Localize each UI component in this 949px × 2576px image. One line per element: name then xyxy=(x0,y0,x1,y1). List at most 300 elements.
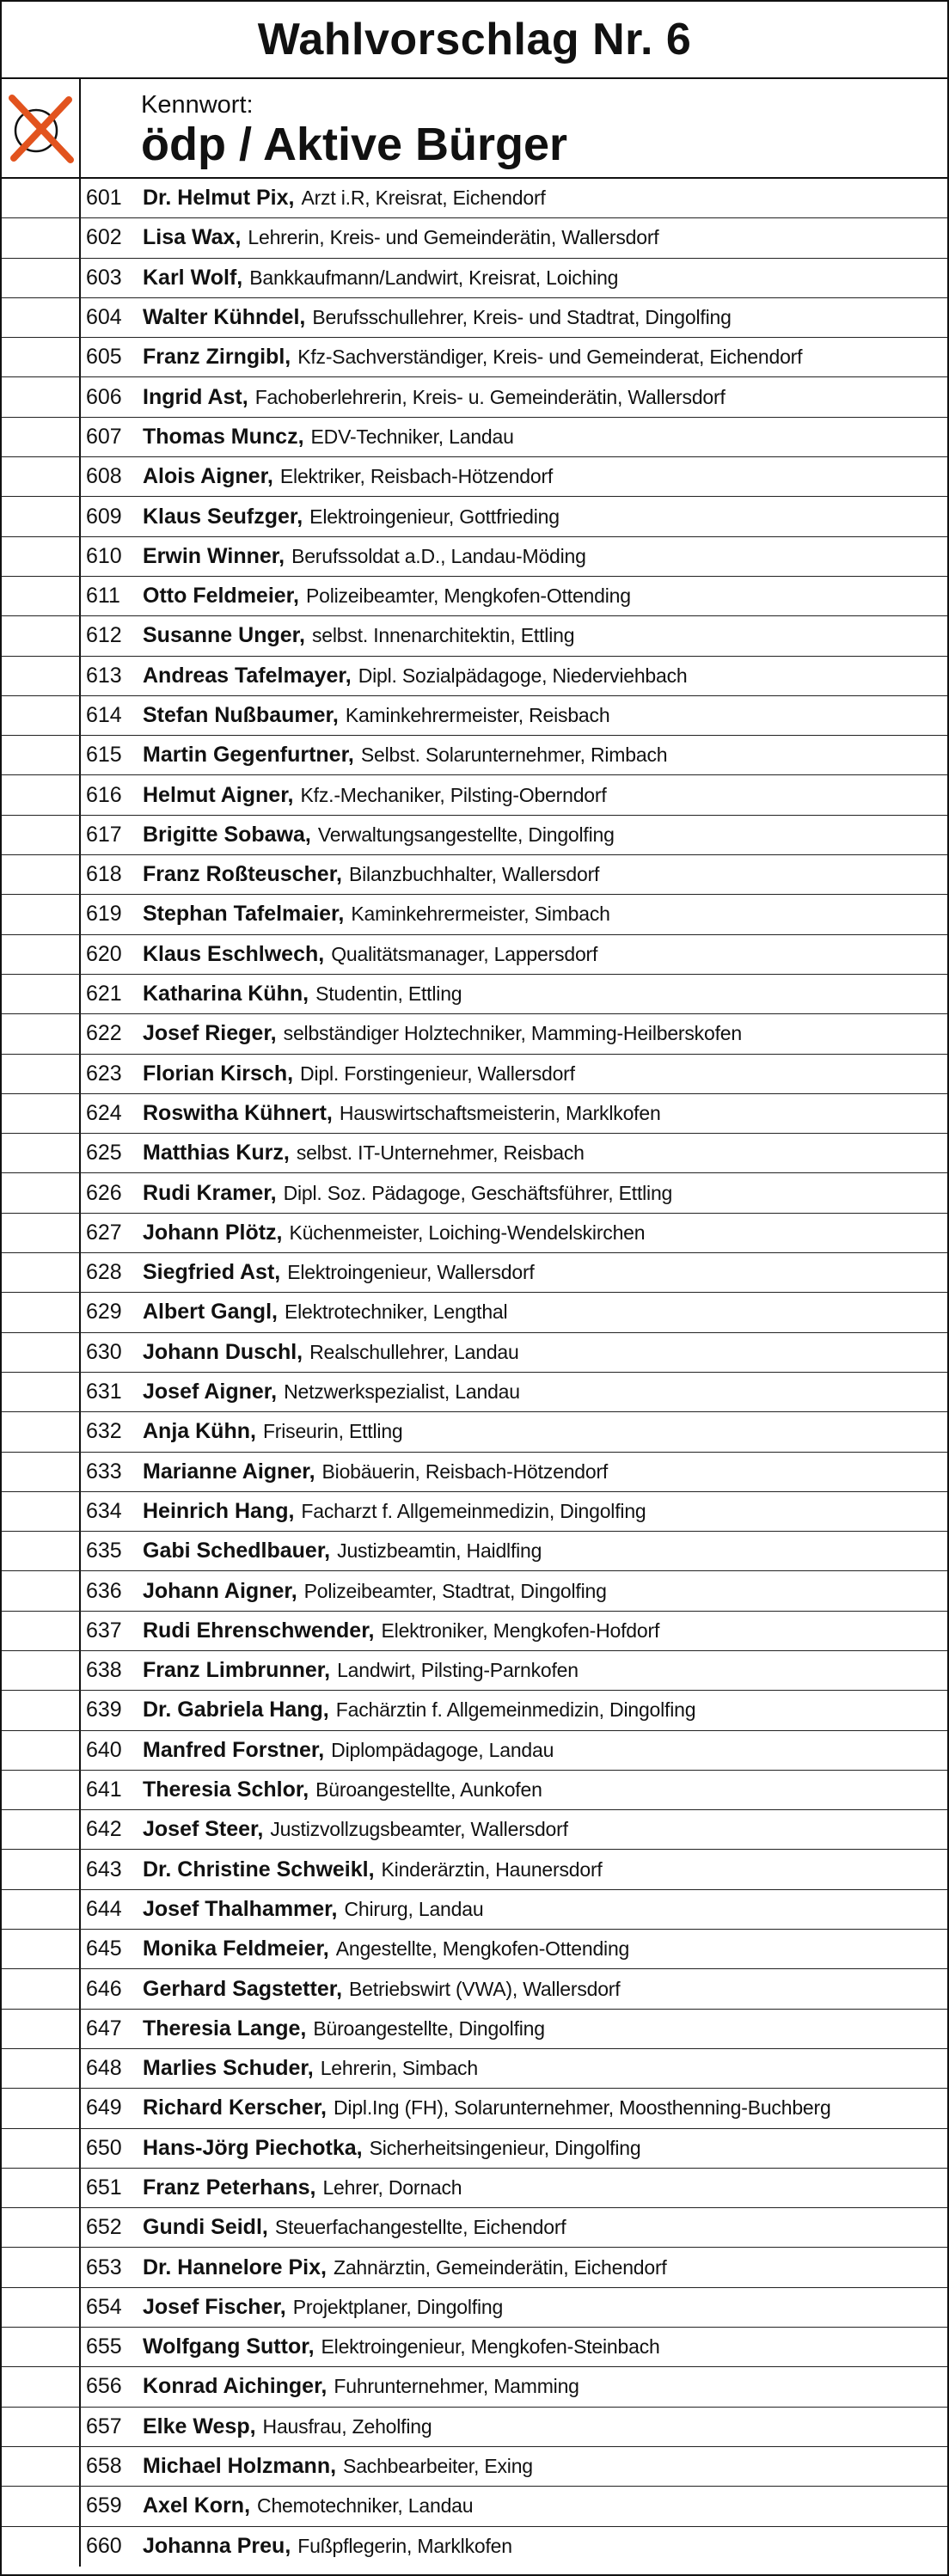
candidate-name: Monika Feldmeier, xyxy=(143,1937,329,1961)
candidate-description: Dipl.Ing (FH), Solarunternehmer, Moosthenning-Buchberg xyxy=(334,2096,831,2120)
candidate-row xyxy=(2,2288,947,2328)
candidate-vote-box[interactable] xyxy=(2,696,81,735)
candidate-entry xyxy=(81,377,947,416)
candidate-row xyxy=(2,1214,947,1253)
candidate-description: Netzwerkspezialist, Landau xyxy=(284,1380,520,1404)
candidate-name: Franz Limbrunner, xyxy=(143,1658,331,1683)
candidate-entry xyxy=(81,2049,947,2088)
candidate-description: Fachärztin f. Allgemeinmedizin, Dingolfing xyxy=(335,1698,696,1722)
candidate-entry xyxy=(81,816,947,854)
candidate-row xyxy=(2,657,947,696)
candidate-row xyxy=(2,935,947,975)
candidate-description: Berufssoldat a.D., Landau-Möding xyxy=(291,544,586,567)
candidate-number: 639 xyxy=(86,1698,122,1722)
candidate-description: Fuhrunternehmer, Mamming xyxy=(334,2375,579,2398)
candidate-number: 629 xyxy=(86,1300,122,1325)
candidate-vote-box[interactable] xyxy=(2,2010,81,2048)
candidate-row xyxy=(2,2328,947,2367)
candidate-row xyxy=(2,2367,947,2407)
party-header xyxy=(2,79,947,179)
candidate-vote-box[interactable] xyxy=(2,537,81,576)
candidate-name: Heinrich Hang, xyxy=(143,1498,295,1523)
candidate-entry xyxy=(81,1969,947,2008)
candidate-row xyxy=(2,1691,947,1730)
candidate-name: Katharina Kühn, xyxy=(143,982,309,1007)
candidate-vote-box[interactable] xyxy=(2,775,81,814)
candidate-entry xyxy=(81,2447,947,2486)
candidate-vote-box[interactable] xyxy=(2,816,81,854)
candidate-row xyxy=(2,1651,947,1691)
candidate-description: EDV-Techniker, Landau xyxy=(310,425,514,448)
candidate-number: 631 xyxy=(86,1380,122,1404)
candidate-vote-box[interactable] xyxy=(2,1850,81,1888)
candidate-entry xyxy=(81,1691,947,1729)
candidate-number: 620 xyxy=(86,941,122,966)
candidate-vote-box[interactable] xyxy=(2,1651,81,1690)
candidate-row xyxy=(2,418,947,457)
candidate-description: Polizeibeamter, Stadtrat, Dingolfing xyxy=(303,1579,607,1602)
candidate-entry xyxy=(81,2248,947,2286)
candidate-description: Lehrer, Dornach xyxy=(322,2175,462,2199)
candidate-row xyxy=(2,1969,947,2009)
candidate-number: 608 xyxy=(86,464,122,489)
candidate-row xyxy=(2,1055,947,1094)
candidate-entry xyxy=(81,338,947,376)
candidate-list xyxy=(2,179,947,2567)
candidate-vote-box[interactable] xyxy=(2,497,81,535)
candidate-vote-box[interactable] xyxy=(2,1173,81,1212)
candidate-vote-box[interactable] xyxy=(2,577,81,615)
candidate-number: 648 xyxy=(86,2056,122,2081)
candidate-vote-box[interactable] xyxy=(2,338,81,376)
candidate-name: Johann Aigner, xyxy=(143,1578,297,1603)
candidate-description: Fachoberlehrerin, Kreis- u. Gemeinderätin, Wallersdorf xyxy=(254,385,726,408)
candidate-row xyxy=(2,1373,947,1412)
candidate-vote-box[interactable] xyxy=(2,2129,81,2168)
candidate-row xyxy=(2,338,947,377)
candidate-vote-box[interactable] xyxy=(2,2208,81,2247)
candidate-entry xyxy=(81,298,947,337)
candidate-row xyxy=(2,1930,947,1969)
candidate-vote-box[interactable] xyxy=(2,298,81,337)
candidate-vote-box[interactable] xyxy=(2,1134,81,1172)
candidate-entry xyxy=(81,1612,947,1650)
candidate-vote-box[interactable] xyxy=(2,2487,81,2525)
candidate-description: Steuerfachangestellte, Eichendorf xyxy=(274,2216,566,2239)
candidate-row xyxy=(2,975,947,1014)
candidate-number: 638 xyxy=(86,1658,122,1683)
candidate-row xyxy=(2,259,947,298)
candidate-description: selbst. IT-Unternehmer, Reisbach xyxy=(296,1141,585,1165)
candidate-description: Dipl. Forstingenieur, Wallersdorf xyxy=(300,1062,575,1085)
candidate-vote-box[interactable] xyxy=(2,1014,81,1053)
candidate-description: Verwaltungsangestellte, Dingolfing xyxy=(317,823,615,846)
candidate-entry xyxy=(81,1651,947,1690)
candidate-number: 637 xyxy=(86,1618,122,1643)
candidate-row xyxy=(2,616,947,656)
candidate-entry xyxy=(81,736,947,774)
candidate-entry xyxy=(81,616,947,655)
candidate-number: 609 xyxy=(86,504,122,529)
candidate-description: Sachbearbeiter, Exing xyxy=(343,2455,533,2478)
candidate-entry xyxy=(81,2129,947,2168)
candidate-entry xyxy=(81,457,947,496)
candidate-vote-box[interactable] xyxy=(2,1492,81,1531)
candidate-description: Justizbeamtin, Haidlfing xyxy=(337,1539,542,1563)
candidate-entry xyxy=(81,1731,947,1770)
candidate-vote-box[interactable] xyxy=(2,1532,81,1570)
candidate-row xyxy=(2,537,947,577)
candidate-number: 650 xyxy=(86,2135,122,2160)
candidate-number: 659 xyxy=(86,2493,122,2518)
candidate-number: 658 xyxy=(86,2454,122,2479)
candidate-entry xyxy=(81,418,947,456)
candidate-row xyxy=(2,298,947,338)
candidate-description: Selbst. Solarunternehmer, Rimbach xyxy=(360,743,668,767)
candidate-number: 656 xyxy=(86,2374,122,2399)
candidate-name: Hans-Jörg Piechotka, xyxy=(143,2135,363,2160)
candidate-row xyxy=(2,1134,947,1173)
candidate-entry xyxy=(81,1055,947,1093)
candidate-name: Dr. Christine Schweikl, xyxy=(143,1857,375,1882)
candidate-number: 660 xyxy=(86,2534,122,2559)
candidate-entry xyxy=(81,1453,947,1491)
candidate-name: Stefan Nußbaumer, xyxy=(143,703,339,727)
candidate-vote-box[interactable] xyxy=(2,1214,81,1252)
candidate-entry xyxy=(81,975,947,1013)
candidate-vote-box[interactable] xyxy=(2,1293,81,1331)
candidate-name: Josef Steer, xyxy=(143,1817,264,1842)
candidate-number: 632 xyxy=(86,1419,122,1444)
candidate-description: Elektroingenieur, Mengkofen-Steinbach xyxy=(321,2335,660,2359)
candidate-description: Zahnärztin, Gemeinderätin, Eichendorf xyxy=(333,2255,667,2279)
candidate-vote-box[interactable] xyxy=(2,975,81,1013)
candidate-number: 649 xyxy=(86,2096,122,2120)
candidate-number: 601 xyxy=(86,186,122,211)
candidate-description: Friseurin, Ettling xyxy=(262,1420,403,1443)
candidate-number: 643 xyxy=(86,1857,122,1882)
candidate-row xyxy=(2,2447,947,2487)
candidate-description: Angestellte, Mengkofen-Ottending xyxy=(335,1937,630,1961)
candidate-entry xyxy=(81,537,947,576)
candidate-row xyxy=(2,1571,947,1611)
candidate-vote-box[interactable] xyxy=(2,1731,81,1770)
candidate-vote-box[interactable] xyxy=(2,2527,81,2567)
candidate-description: Justizvollzugsbeamter, Wallersdorf xyxy=(270,1818,568,1841)
candidate-number: 604 xyxy=(86,305,122,330)
candidate-number: 628 xyxy=(86,1260,122,1285)
candidate-vote-box[interactable] xyxy=(2,895,81,933)
candidate-description: Kaminkehrermeister, Simbach xyxy=(351,903,610,926)
candidate-row xyxy=(2,2527,947,2567)
candidate-description: Hausfrau, Zeholfing xyxy=(262,2414,432,2438)
candidate-vote-box[interactable] xyxy=(2,1890,81,1929)
candidate-description: Chirurg, Landau xyxy=(344,1897,484,1920)
candidate-number: 636 xyxy=(86,1578,122,1603)
candidate-name: Dr. Gabriela Hang, xyxy=(143,1698,329,1722)
candidate-vote-box[interactable] xyxy=(2,1055,81,1093)
candidate-vote-box[interactable] xyxy=(2,2049,81,2088)
candidate-vote-box[interactable] xyxy=(2,2408,81,2446)
candidate-number: 653 xyxy=(86,2255,122,2279)
candidate-name: Marianne Aigner, xyxy=(143,1459,315,1484)
candidate-number: 615 xyxy=(86,743,122,768)
candidate-vote-box[interactable] xyxy=(2,1771,81,1809)
candidate-description: Elektroingenieur, Gottfrieding xyxy=(309,505,560,528)
candidate-vote-box[interactable] xyxy=(2,1810,81,1849)
candidate-name: Franz Roßteuscher, xyxy=(143,862,342,887)
candidate-entry xyxy=(81,1333,947,1372)
candidate-vote-box[interactable] xyxy=(2,179,81,217)
candidate-vote-box[interactable] xyxy=(2,1333,81,1372)
candidate-vote-box[interactable] xyxy=(2,377,81,416)
candidate-row xyxy=(2,1810,947,1850)
candidate-description: Qualitätsmanager, Lappersdorf xyxy=(331,942,598,965)
candidate-entry xyxy=(81,1014,947,1053)
candidate-name: Susanne Unger, xyxy=(143,623,305,648)
candidate-row xyxy=(2,1731,947,1771)
candidate-row xyxy=(2,1612,947,1651)
candidate-number: 652 xyxy=(86,2215,122,2240)
candidate-name: Otto Feldmeier, xyxy=(143,584,299,609)
candidate-row xyxy=(2,497,947,536)
candidate-entry xyxy=(81,657,947,695)
candidate-name: Elke Wesp, xyxy=(143,2414,256,2438)
candidate-vote-box[interactable] xyxy=(2,1930,81,1968)
candidate-entry xyxy=(81,855,947,894)
candidate-number: 602 xyxy=(86,225,122,250)
candidate-description: Büroangestellte, Dingolfing xyxy=(313,2016,545,2040)
candidate-vote-box[interactable] xyxy=(2,1253,81,1292)
candidate-number: 612 xyxy=(86,623,122,648)
candidate-name: Josef Thalhammer, xyxy=(143,1896,338,1921)
candidate-number: 651 xyxy=(86,2175,122,2200)
party-info xyxy=(81,79,947,177)
candidate-entry xyxy=(81,497,947,535)
candidate-name: Johann Duschl, xyxy=(143,1339,303,1364)
candidate-vote-box[interactable] xyxy=(2,657,81,695)
candidate-vote-box[interactable] xyxy=(2,855,81,894)
candidate-name: Thomas Muncz, xyxy=(143,424,304,449)
candidate-vote-box[interactable] xyxy=(2,2089,81,2127)
candidate-name: Gerhard Sagstetter, xyxy=(143,1976,343,2001)
candidate-description: Betriebswirt (VWA), Wallersdorf xyxy=(349,1977,621,2000)
candidate-name: Theresia Schlor, xyxy=(143,1778,309,1802)
candidate-entry xyxy=(81,1094,947,1133)
candidate-entry xyxy=(81,1293,947,1331)
candidate-name: Johanna Preu, xyxy=(143,2534,291,2559)
candidate-description: Studentin, Ettling xyxy=(315,982,462,1006)
candidate-row xyxy=(2,2129,947,2169)
candidate-number: 621 xyxy=(86,982,122,1007)
candidate-vote-box[interactable] xyxy=(2,736,81,774)
candidate-row xyxy=(2,895,947,934)
candidate-description: Fußpflegerin, Marklkofen xyxy=(297,2535,512,2558)
candidate-row xyxy=(2,2248,947,2287)
candidate-vote-box[interactable] xyxy=(2,2328,81,2366)
candidate-description: Landwirt, Pilsting-Parnkofen xyxy=(337,1659,579,1682)
candidate-name: Axel Korn, xyxy=(143,2493,251,2518)
candidate-row xyxy=(2,1094,947,1134)
candidate-entry xyxy=(81,895,947,933)
candidate-vote-box[interactable] xyxy=(2,2447,81,2486)
candidate-name: Johann Plötz, xyxy=(143,1220,283,1245)
candidate-entry xyxy=(81,2169,947,2207)
candidate-name: Brigitte Sobawa, xyxy=(143,822,311,847)
candidate-entry xyxy=(81,2010,947,2048)
candidate-vote-box[interactable] xyxy=(2,1412,81,1451)
candidate-entry xyxy=(81,1373,947,1411)
candidate-number: 606 xyxy=(86,384,122,409)
candidate-description: Sicherheitsingenieur, Dingolfing xyxy=(369,2136,641,2159)
candidate-name: Gabi Schedlbauer, xyxy=(143,1539,331,1563)
candidate-vote-box[interactable] xyxy=(2,1571,81,1610)
candidate-row xyxy=(2,2169,947,2208)
candidate-name: Ingrid Ast, xyxy=(143,384,248,409)
candidate-row xyxy=(2,775,947,815)
candidate-row xyxy=(2,736,947,775)
candidate-entry xyxy=(81,2328,947,2366)
candidate-row xyxy=(2,457,947,497)
candidate-name: Walter Kühndel, xyxy=(143,305,306,330)
candidate-name: Gundi Seidl, xyxy=(143,2215,268,2240)
candidate-entry xyxy=(81,2527,947,2567)
party-vote-box[interactable] xyxy=(2,79,81,177)
candidate-number: 603 xyxy=(86,265,122,290)
candidate-entry xyxy=(81,1412,947,1451)
candidate-description: Lehrerin, Kreis- und Gemeinderätin, Wallersdorf xyxy=(248,226,659,249)
candidate-number: 657 xyxy=(86,2414,122,2438)
candidate-name: Dr. Helmut Pix, xyxy=(143,186,295,211)
candidate-entry xyxy=(81,1214,947,1252)
candidate-row xyxy=(2,2208,947,2248)
candidate-number: 607 xyxy=(86,424,122,449)
candidate-description: Facharzt f. Allgemeinmedizin, Dingolfing xyxy=(301,1499,646,1522)
candidate-vote-box[interactable] xyxy=(2,616,81,655)
candidate-name: Wolfgang Suttor, xyxy=(143,2334,315,2359)
candidate-name: Siegfried Ast, xyxy=(143,1260,281,1285)
candidate-row xyxy=(2,1412,947,1452)
candidate-number: 641 xyxy=(86,1778,122,1802)
candidate-name: Karl Wolf, xyxy=(143,265,243,290)
candidate-number: 642 xyxy=(86,1817,122,1842)
candidate-vote-box[interactable] xyxy=(2,1969,81,2008)
candidate-row xyxy=(2,1253,947,1293)
candidate-vote-box[interactable] xyxy=(2,1373,81,1411)
candidate-vote-box[interactable] xyxy=(2,2288,81,2327)
candidate-name: Alois Aigner, xyxy=(143,464,273,489)
candidate-number: 630 xyxy=(86,1339,122,1364)
candidate-vote-box[interactable] xyxy=(2,1453,81,1491)
candidate-description: Kaminkehrermeister, Reisbach xyxy=(345,704,610,726)
candidate-row xyxy=(2,1333,947,1373)
candidate-description: Bilanzbuchhalter, Wallersdorf xyxy=(349,863,600,886)
candidate-vote-box[interactable] xyxy=(2,2367,81,2406)
candidate-row xyxy=(2,1014,947,1054)
candidate-number: 640 xyxy=(86,1737,122,1762)
candidate-row xyxy=(2,1890,947,1930)
candidate-description: Biobäuerin, Reisbach-Hötzendorf xyxy=(321,1459,609,1483)
candidate-name: Franz Zirngibl, xyxy=(143,345,291,370)
kennwort-label: Kennwort: xyxy=(141,91,254,119)
candidate-entry xyxy=(81,259,947,297)
candidate-description: Hauswirtschaftsmeisterin, Marklkofen xyxy=(339,1101,661,1124)
candidate-name: Anja Kühn, xyxy=(143,1419,256,1444)
candidate-entry xyxy=(81,2487,947,2525)
candidate-number: 635 xyxy=(86,1539,122,1563)
candidate-name: Roswitha Kühnert, xyxy=(143,1100,333,1125)
candidate-row xyxy=(2,2089,947,2128)
candidate-entry xyxy=(81,1134,947,1172)
candidate-entry xyxy=(81,1890,947,1929)
candidate-number: 625 xyxy=(86,1141,122,1166)
candidate-vote-box[interactable] xyxy=(2,935,81,974)
candidate-name: Konrad Aichinger, xyxy=(143,2374,328,2399)
candidate-name: Rudi Kramer, xyxy=(143,1180,277,1205)
candidate-number: 645 xyxy=(86,1937,122,1961)
candidate-description: Küchenmeister, Loiching-Wendelskirchen xyxy=(289,1221,646,1244)
candidate-vote-box[interactable] xyxy=(2,218,81,257)
candidate-entry xyxy=(81,1173,947,1212)
candidate-row xyxy=(2,1492,947,1532)
candidate-vote-box[interactable] xyxy=(2,2248,81,2286)
candidate-name: Andreas Tafelmayer, xyxy=(143,663,352,688)
candidate-entry xyxy=(81,1930,947,1968)
candidate-name: Albert Gangl, xyxy=(143,1300,278,1325)
candidate-description: Dipl. Soz. Pädagoge, Geschäftsführer, Ettling xyxy=(283,1181,673,1204)
candidate-description: Chemotechniker, Landau xyxy=(257,2494,474,2518)
candidate-description: Elektroingenieur, Wallersdorf xyxy=(287,1261,535,1284)
candidate-name: Matthias Kurz, xyxy=(143,1141,290,1166)
candidate-number: 619 xyxy=(86,902,122,927)
candidate-row xyxy=(2,2408,947,2447)
candidate-vote-box[interactable] xyxy=(2,418,81,456)
candidate-number: 624 xyxy=(86,1100,122,1125)
candidate-number: 646 xyxy=(86,1976,122,2001)
candidate-row xyxy=(2,1293,947,1332)
candidate-name: Florian Kirsch, xyxy=(143,1061,294,1086)
candidate-vote-box[interactable] xyxy=(2,1691,81,1729)
candidate-description: Kfz.-Mechaniker, Pilsting-Oberndorf xyxy=(300,783,607,806)
candidate-name: Manfred Forstner, xyxy=(143,1737,325,1762)
candidate-vote-box[interactable] xyxy=(2,1094,81,1133)
candidate-number: 613 xyxy=(86,663,122,688)
candidate-entry xyxy=(81,577,947,615)
candidate-number: 617 xyxy=(86,822,122,847)
candidate-entry xyxy=(81,1850,947,1888)
candidate-row xyxy=(2,179,947,218)
candidate-vote-box[interactable] xyxy=(2,457,81,496)
candidate-vote-box[interactable] xyxy=(2,259,81,297)
candidate-name: Josef Aigner, xyxy=(143,1380,278,1404)
candidate-entry xyxy=(81,2408,947,2446)
candidate-name: Franz Peterhans, xyxy=(143,2175,316,2200)
cross-mark-icon xyxy=(5,93,76,163)
candidate-number: 611 xyxy=(86,584,120,609)
candidate-number: 647 xyxy=(86,2016,122,2041)
candidate-name: Michael Holzmann, xyxy=(143,2454,337,2479)
candidate-number: 626 xyxy=(86,1180,122,1205)
candidate-description: Bankkaufmann/Landwirt, Kreisrat, Loiching xyxy=(249,266,619,289)
candidate-vote-box[interactable] xyxy=(2,1612,81,1650)
candidate-number: 622 xyxy=(86,1021,122,1046)
candidate-entry xyxy=(81,2288,947,2327)
candidate-name: Theresia Lange, xyxy=(143,2016,307,2041)
candidate-row xyxy=(2,816,947,855)
candidate-row xyxy=(2,377,947,417)
candidate-vote-box[interactable] xyxy=(2,2169,81,2207)
candidate-description: Elektrotechniker, Lengthal xyxy=(284,1300,508,1324)
